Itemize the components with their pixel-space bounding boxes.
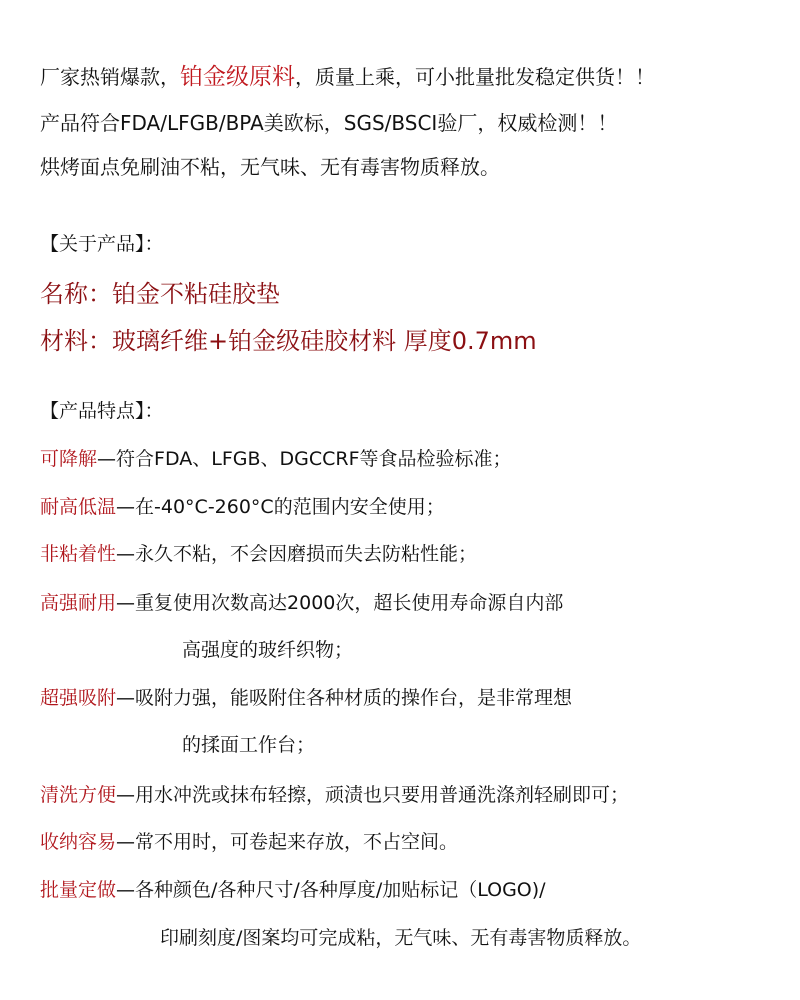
feature-continuation: 印刷刻度/图案均可完成粘，无气味、无有毒害物质释放。 xyxy=(160,927,642,949)
feature-item xyxy=(40,833,458,852)
feature-item xyxy=(40,545,477,564)
feature-title: 超强吸附 xyxy=(40,687,117,709)
product-material: 材料：玻璃纤维+铂金级硅胶材料 厚度0.7mm xyxy=(40,327,537,355)
feature-text: —永久不粘，不会因磨损而失去防粘性能； xyxy=(116,543,478,565)
feature-title: 可降解 xyxy=(40,448,98,470)
intro-line-1-pre: 厂家热销爆款， xyxy=(40,65,180,89)
product-name: 名称：铂金不粘硅胶垫 xyxy=(40,280,280,308)
features-header: 【产品特点】： xyxy=(40,400,164,422)
feature-item xyxy=(40,498,445,517)
feature-text: —吸附力强，能吸附住各种材质的操作台，是非常理想 xyxy=(116,687,573,709)
feature-item xyxy=(40,450,512,469)
feature-continuation: 高强度的玻纤织物； xyxy=(182,639,354,661)
intro-line-1-post: ，质量上乘，可小批量批发稳定供货！！ xyxy=(295,65,655,89)
feature-text: —用水冲洗或抹布轻擦，顽渍也只要用普通洗涤剂轻刷即可； xyxy=(116,784,630,806)
feature-item xyxy=(40,689,572,708)
intro-line-2: 产品符合FDA/LFGB/BPA美欧标，SGS/BSCI验厂，权威检测！！ xyxy=(40,111,618,135)
feature-title: 清洗方便 xyxy=(40,784,117,806)
intro-line-1 xyxy=(40,66,655,89)
feature-title: 非粘着性 xyxy=(40,543,117,565)
intro-highlight: 铂金级原料 xyxy=(180,64,295,90)
feature-title: 高强耐用 xyxy=(40,592,117,614)
feature-text: —在-40°C-260°C的范围内安全使用； xyxy=(116,496,445,518)
feature-text: —常不用时，可卷起来存放，不占空间。 xyxy=(116,831,459,853)
feature-item xyxy=(40,786,629,805)
feature-text: —重复使用次数高达2000次，超长使用寿命源自内部 xyxy=(116,592,564,614)
feature-item xyxy=(40,594,563,613)
feature-title: 批量定做 xyxy=(40,879,117,901)
feature-title: 收纳容易 xyxy=(40,831,117,853)
feature-text: —符合FDA、LFGB、DGCCRF等食品检验标准； xyxy=(97,448,512,470)
feature-continuation: 的揉面工作台； xyxy=(182,734,316,756)
intro-line-3: 烘烤面点免刷油不粘，无气味、无有毒害物质释放。 xyxy=(40,155,500,179)
feature-item xyxy=(40,881,546,900)
feature-text: —各种颜色/各种尺寸/各种厚度/加贴标记（LOGO)/ xyxy=(116,879,546,901)
feature-title: 耐高低温 xyxy=(40,496,117,518)
about-header: 【关于产品】： xyxy=(40,233,164,255)
